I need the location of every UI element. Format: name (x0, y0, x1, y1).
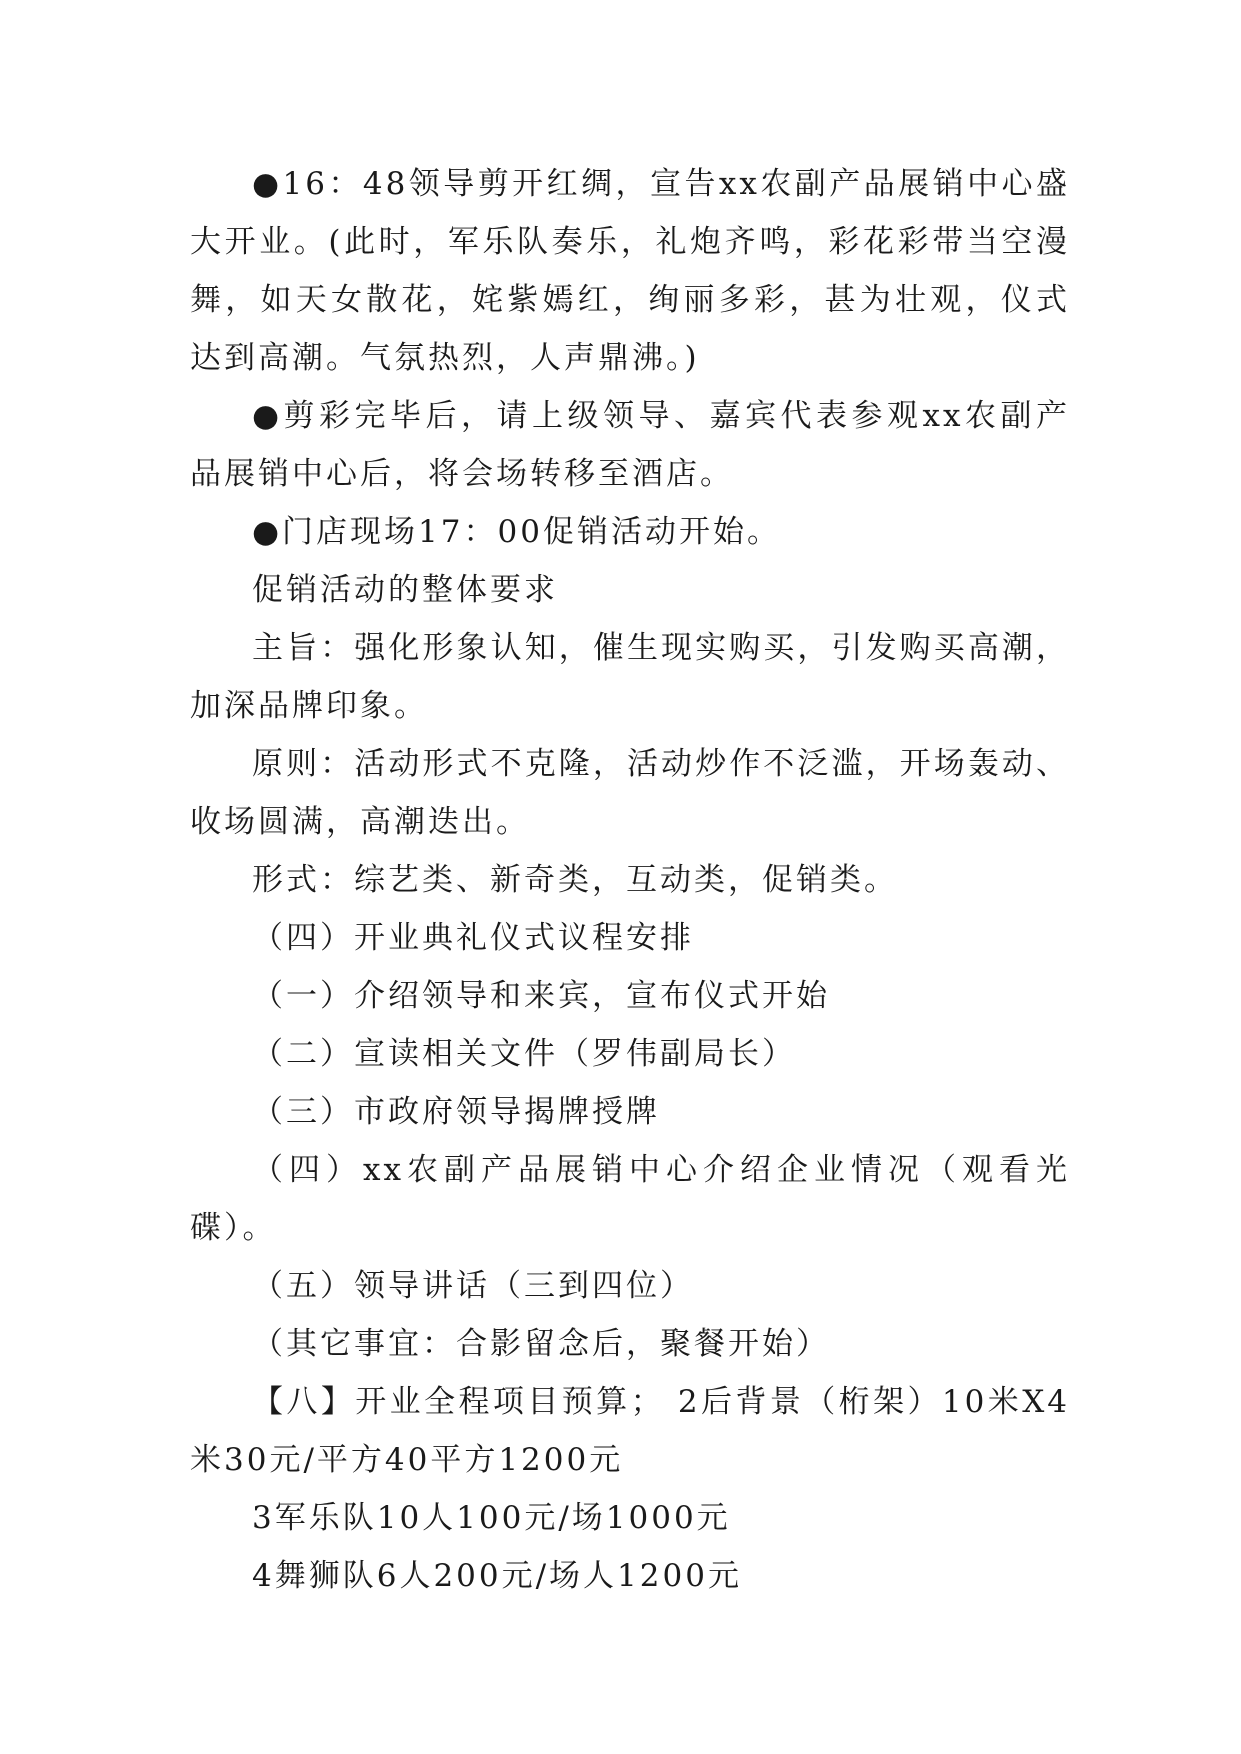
agenda-other-matters: （其它事宜：合影留念后，聚餐开始） (252, 1326, 830, 1362)
agenda-item-5: （五）领导讲话（三到四位） (252, 1268, 694, 1304)
budget-item-lion-dance: 4舞狮队6人200元/场人1200元 (252, 1558, 742, 1594)
agenda-item-4: （四）xx农副产品展销中心介绍企业情况（观看光碟）。 (190, 1152, 1070, 1246)
agenda-item-2: （二）宣读相关文件（罗伟副局长） (252, 1036, 796, 1072)
agenda-item-3: （三）市政府领导揭牌授牌 (252, 1094, 660, 1130)
paragraph-promotion-start: ●门店现场17：00促销活动开始。 (252, 514, 781, 550)
document-body (190, 155, 1070, 1605)
paragraph-ribbon-cutting: ●16：48领导剪开红绸，宣告xx农副产品展销中心盛大开业。(此时，军乐队奏乐，礼炮齐鸣，彩花彩带当空漫舞，如天女散花，姹紫嫣红，绚丽多彩，甚为壮观，仪式达到高潮。气氛热烈，人声鼎沸。) (190, 166, 1070, 376)
paragraph-purpose: 主旨：强化形象认知，催生现实购买，引发购买高潮，加深品牌印象。 (190, 630, 1070, 724)
paragraph-visit-after-cutting: ●剪彩完毕后，请上级领导、嘉宾代表参观xx农副产品展销中心后，将会场转移至酒店。 (190, 398, 1070, 492)
budget-item-band: 3军乐队10人100元/场1000元 (252, 1500, 731, 1536)
budget-heading: 【八】开业全程项目预算； 2后背景（桁架）10米X4米30元/平方40平方1200元 (190, 1384, 1070, 1478)
paragraph-promotion-requirements-heading: 促销活动的整体要求 (252, 572, 558, 608)
agenda-item-1: （一）介绍领导和来宾，宣布仪式开始 (252, 978, 830, 1014)
paragraph-ceremony-agenda-heading: （四）开业典礼仪式议程安排 (252, 920, 694, 956)
paragraph-form: 形式：综艺类、新奇类，互动类，促销类。 (252, 862, 898, 898)
paragraph-principle: 原则：活动形式不克隆，活动炒作不泛滥，开场轰动、收场圆满，高潮迭出。 (190, 746, 1070, 840)
